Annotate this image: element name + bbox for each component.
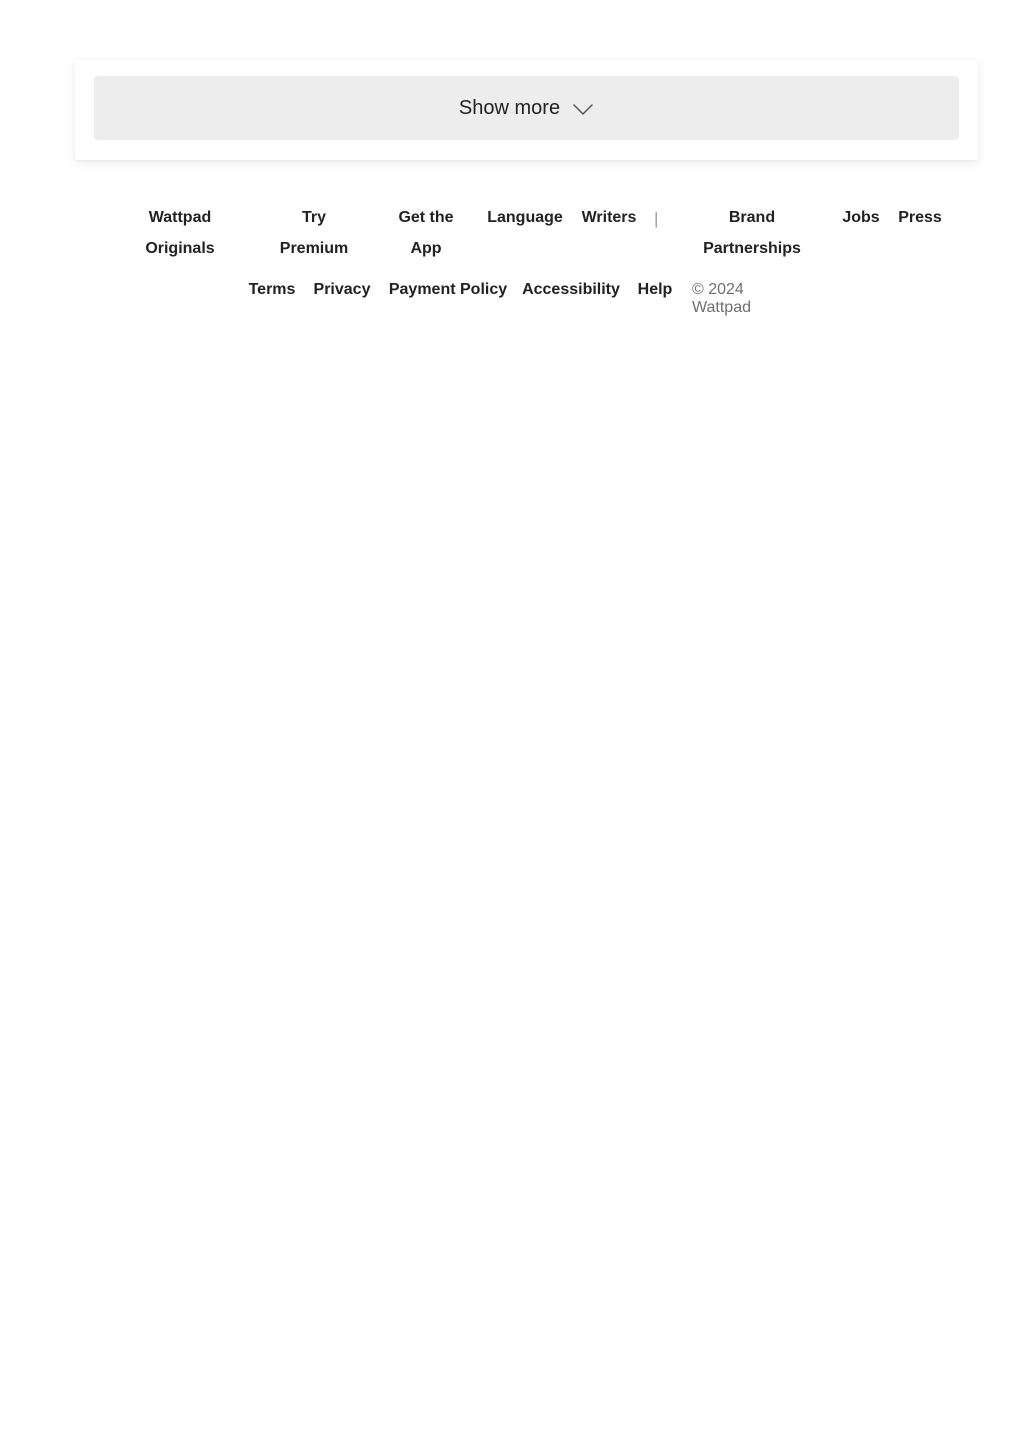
footer-link-press[interactable]: Press	[898, 209, 942, 226]
show-more-label: Show more	[458, 96, 561, 119]
show-more-button[interactable]	[94, 76, 959, 140]
copyright-text: © 2024 Wattpad	[692, 281, 751, 316]
footer-link-privacy[interactable]: Privacy	[313, 281, 371, 298]
footer-link-writers[interactable]: Writers	[581, 209, 637, 226]
footer-link-wattpad-originals[interactable]: Wattpad Originals	[145, 209, 215, 257]
footer-link-try-premium[interactable]: Try Premium	[279, 209, 349, 257]
footer-link-brand-partnerships[interactable]: Brand Partnerships	[703, 209, 801, 257]
footer-separator: |	[654, 209, 659, 228]
footer-link-jobs[interactable]: Jobs	[842, 209, 880, 226]
footer-link-accessibility[interactable]: Accessibility	[522, 281, 620, 298]
footer-link-terms[interactable]: Terms	[248, 281, 296, 298]
footer-link-help[interactable]: Help	[637, 281, 673, 298]
chevron-down-icon	[572, 102, 594, 116]
footer-link-payment-policy[interactable]: Payment Policy	[388, 281, 508, 298]
footer-link-get-the-app[interactable]: Get the App	[398, 209, 454, 257]
footer-link-language[interactable]: Language	[487, 209, 563, 226]
story-card	[75, 60, 978, 160]
